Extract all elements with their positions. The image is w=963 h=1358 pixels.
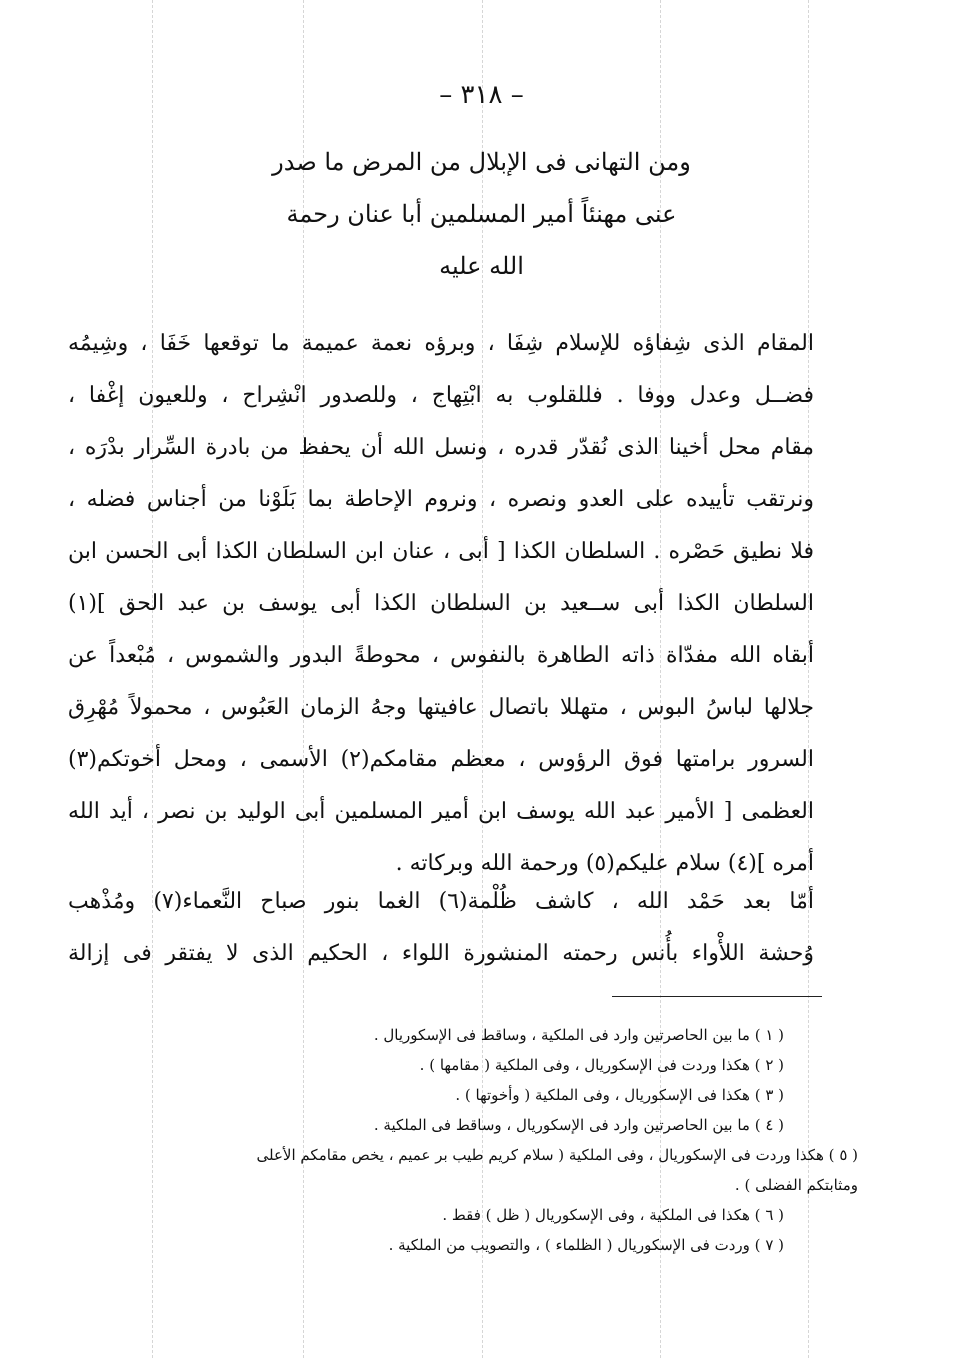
footnote: ( ٢ ) هكذا وردت فى الإسكوريال ، وفى الملكية ( مقامها ) . [419,1056,784,1074]
heading-line: ومن التهانى فى الإبلال من المرض ما صدر [272,148,691,176]
footnotes [74,1020,858,1260]
heading-line: الله عليه [439,252,524,280]
text-line: أمّا بعد حَمْد الله ، كاشف ظُلْمة(٦) الغما بنور صباح النَّعماء(٧) ومُذْهب [68,889,814,914]
footnote: ( ٦ ) هكذا فى الملكية ، وفى الإسكوريال ( ظل ) فقط . [442,1206,784,1224]
text-line: أمره ](٤) سلام عليكم(٥) ورحمة الله وبركاته . [395,851,814,876]
paragraph-2 [68,876,814,980]
text-line: فضــل وعدل ووفا . فللقلوب به ابْتِهاج ، وللصدور انْشِراح ، وللعيون إغْفا ، [68,383,814,408]
page-number: – ٣١٨ – [439,80,524,110]
text-line: أبقاه الله مفدّاة ذاته الطاهرة بالنفوس ، محوطةً البدور والشموس ، مُبْعداً عن [68,643,814,668]
text-line: ونرتقب تأييده على العدو ونصره ، ونروم الإحاطة بما بَلَوْنا من أجناس فضله ، [68,487,814,512]
text-line: مقام محل أخينا الذى نُقدّر قدره ، ونسل الله أن يحفظ من بادرة السِّرار بدْرَه ، [68,435,814,460]
paragraph-1 [68,318,814,890]
text-line: وُحشة اللأْواء بأُنس رحمته المنشورة اللواء ، الحكيم الذى لا يفتقر فى إزالة [68,941,814,966]
footnote: ( ١ ) ما بين الحاصرتين وارد فى الملكية ، وساقط فى الإسكوريال . [373,1026,784,1044]
text-line: السرور برامتها فوق الرؤوس ، معظم مقامكم(٢) الأسمى ، ومحل أخوتكم(٣) [68,747,814,772]
text-line: جلالها لباسُ البوس ، متهللا باتصال عافيتها وجهُ الزمان العَبُوس ، محمولاً مُهْرِق [68,695,814,720]
footnote: ( ٤ ) ما بين الحاصرتين وارد فى الإسكوريال ، وساقط فى الملكية . [373,1116,784,1134]
footnote-continuation: ومثابتكم الفضلى ) . [734,1176,858,1194]
text-line: فلا نطيق حَصْره . السلطان الكذا [ أبى ، عنان ابن السلطان الكذا أبى الحسن ابن [68,539,814,564]
footnote-separator [612,996,822,997]
text-line: السلطان الكذا أبى ســعيد بن السلطان الكذا أبى يوسف بن عبد الحق ](١) [68,591,814,616]
text-line: العظمى [ الأمير عبد الله يوسف ابن أمير المسلمين أبى الوليد بن نصر ، أيد الله [68,799,814,824]
footnote: ( ٥ ) هكذا وردت فى الإسكوريال ، وفى الملكية ( سلام كريم طيب بر عميم ، يخص مقامكم الأعلى [256,1146,858,1164]
footnote: ( ٣ ) هكذا فى الإسكوريال ، وفى الملكية ( وأخوتها ) . [455,1086,784,1104]
text-line: المقام الذى شِفاؤه للإسلام شِفَا ، وبرؤه نعمة عميمة ما توقعها خَفَا ، وشِيمُه [68,331,814,356]
footnote: ( ٧ ) وردت فى الإسكوريال ( الظلماء ) ، والتصويب من الملكية . [388,1236,784,1254]
heading-line: عنى مهنئاً أمير المسلمين أبا عنان رحمة [286,200,677,228]
